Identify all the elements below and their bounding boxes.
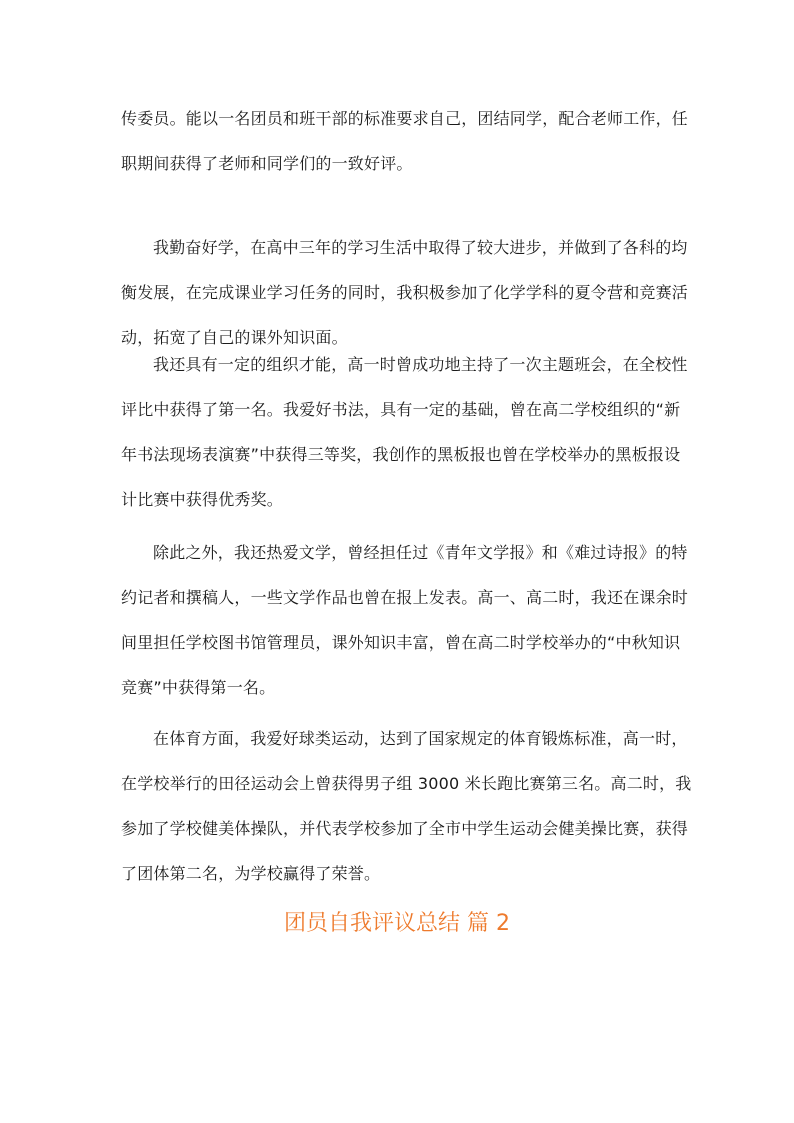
paragraph-line: 了团体第二名，为学校赢得了荣誉。 <box>121 864 381 883</box>
paragraph-line: 计比赛中获得优秀奖。 <box>121 490 284 509</box>
paragraph-line: 约记者和撰稿人，一些文学作品也曾在报上发表。高一、高二时，我还在课余时 <box>121 588 689 607</box>
section-title: 团员自我评议总结 篇 2 <box>284 911 510 936</box>
paragraph-line: 衡发展，在完成课业学习任务的同时，我积极参加了化学学科的夏令营和竞赛活 <box>121 283 689 302</box>
paragraph-2 <box>121 225 689 360</box>
paragraph-3 <box>121 342 688 522</box>
paragraph-5 <box>121 716 692 896</box>
paragraph-line: 竞赛”中获得第一名。 <box>121 678 276 697</box>
paragraph-line: 我还具有一定的组织才能，高一时曾成功地主持了一次主题班会，在全校性 <box>153 355 688 374</box>
paragraph-line: 除此之外，我还热爱文学，曾经担任过《青年文学报》和《难过诗报》的特 <box>153 543 688 562</box>
paragraph-1 <box>121 96 689 186</box>
paragraph-4 <box>121 530 689 710</box>
paragraph-line: 在体育方面，我爱好球类运动，达到了国家规定的体育锻炼标准，高一时， <box>153 729 688 748</box>
paragraph-line: 年书法现场表演赛”中获得三等奖，我创作的黑板报也曾在学校举办的黑板报设 <box>121 445 681 464</box>
paragraph-line: 我勤奋好学，在高中三年的学习生活中取得了较大进步，并做到了各科的均 <box>153 238 688 257</box>
paragraph-line: 间里担任学校图书馆管理员，课外知识丰富，曾在高二时学校举办的“中秋知识 <box>121 633 681 652</box>
paragraph-line: 参加了学校健美体操队，并代表学校参加了全市中学生运动会健美操比赛，获得 <box>121 819 689 838</box>
paragraph-line: 传委员。能以一名团员和班干部的标准要求自己，团结同学，配合老师工作，任 <box>121 109 689 128</box>
paragraph-line: 评比中获得了第一名。我爱好书法，具有一定的基础，曾在高二学校组织的“新 <box>121 400 681 419</box>
paragraph-line: 在学校举行的田径运动会上曾获得男子组 3000 米长跑比赛第三名。高二时，我 <box>121 774 692 793</box>
paragraph-line: 职期间获得了老师和同学们的一致好评。 <box>121 154 413 173</box>
paragraph-line: 动，拓宽了自己的课外知识面。 <box>121 328 348 347</box>
